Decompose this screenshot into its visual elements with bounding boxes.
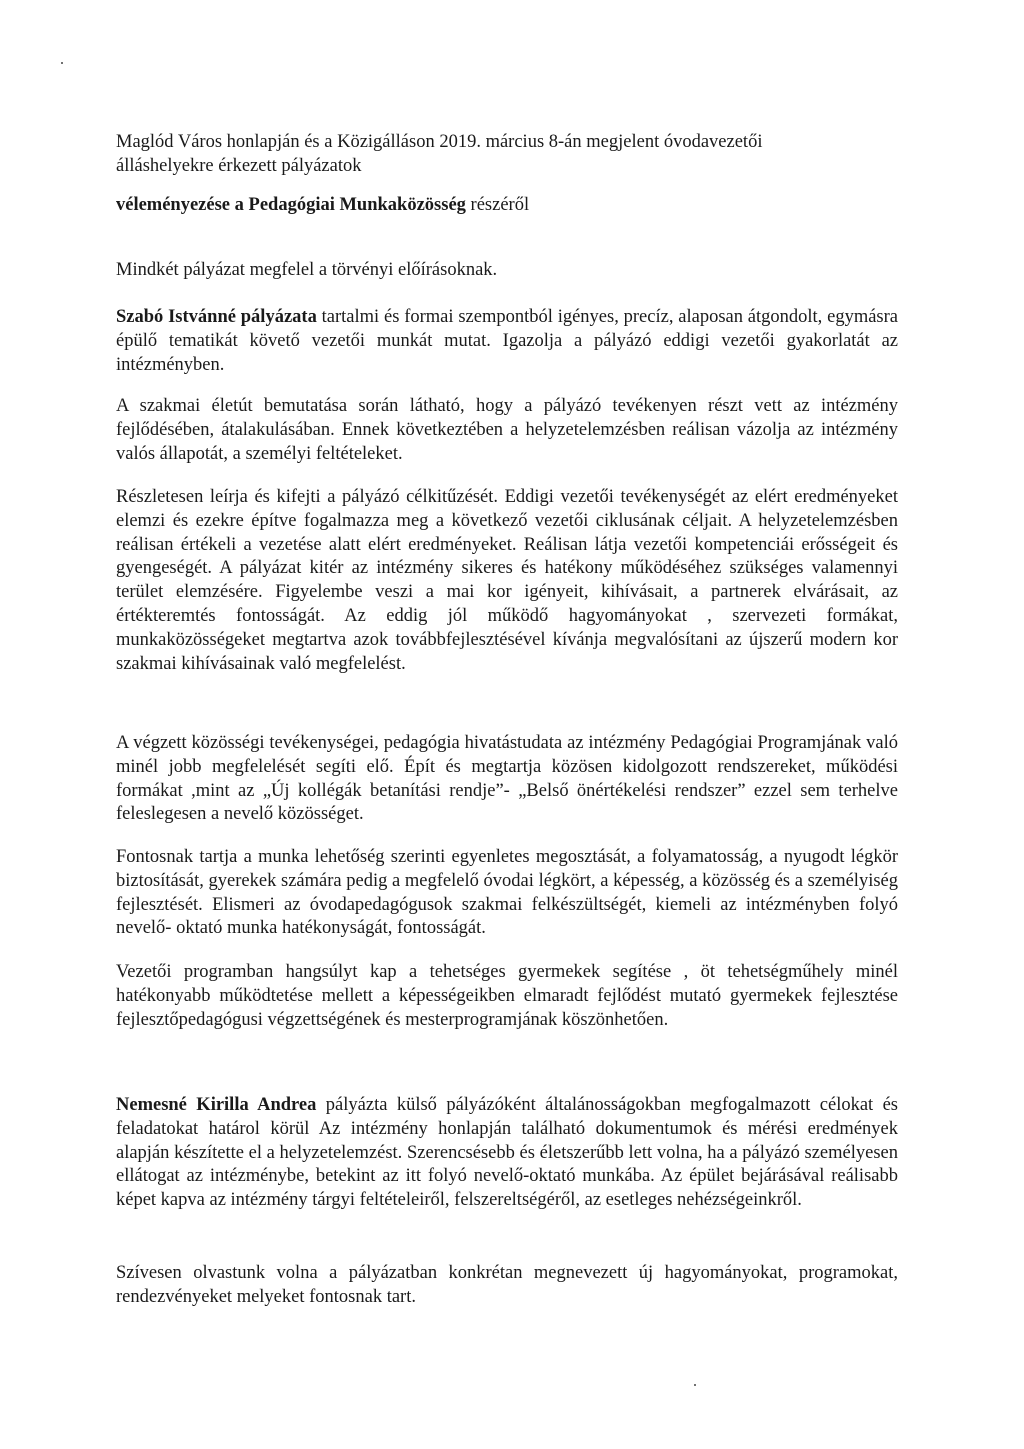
candidate-name-szabo: Szabó Istvánné pályázata xyxy=(116,307,317,327)
document-subtitle xyxy=(116,194,898,218)
subtitle-bold: véleményezése a Pedagógiai Munkaközösség xyxy=(116,195,466,215)
paragraph-talent: Vezetői programban hangsúlyt kap a tehetséges gyermekek segítése , öt tehetségműhely minél hatékonyabb működtetése mellett a képességeikben elmaradt fejlődést mutató gyermekek fejlesztése fejlesztőpedagógusi végzettségének és mesterprogramjának köszönhetően. xyxy=(116,962,898,1030)
paragraph-workload: Fontosnak tartja a munka lehetőség szerinti egyenletes megosztását, a folyamatosság, a nyugodt légkör biztosítását, gyerekek számára pedig a megfelelő óvodai légkört, a képesség, a közösség és a személyiség fejlesztését. Elismeri az óvodapedagógusok szakmai felkészültségét, kiemeli az intézményben folyó nevelő- oktató munka hatékonyságát, fontosságát. xyxy=(116,847,898,939)
header-line-1: Maglód Város honlapján és a Közigálláson 2019. március 8-án megjelent óvodavezetői xyxy=(116,132,763,152)
scan-speck-top xyxy=(61,62,63,64)
scan-speck-bottom xyxy=(694,1384,696,1386)
paragraph-szabo-intro xyxy=(116,306,898,377)
paragraph-nemesne-text: pályázta külső pályázóként általánosságokban megfogalmazott célokat és feladatokat határol körül Az intézmény honlapján található dokumentumok és mérési eredmények alapján készítette el a helyzetelemzést. Szerencsésebb és életszerűbb lett volna, ha a pályázó személyesen ellátogat az intézménybe, betekint az itt folyó nevelő-oktató munkába. Az épület bejárásával reálisabb képet kapva az intézmény tárgyi feltételeiről, felszereltségéről, az esetleges nehézségeinkről. xyxy=(116,1095,899,1211)
paragraph-goals: Részletesen leírja és kifejti a pályázó célkitűzését. Eddigi vezetői tevékenységét az elért eredményeket elemzi és ezekre építve fogalmazza meg a következő vezetői ciklusának céljait. A helyzetelemzésben reálisan értékeli a vezetése alatt elért eredményeket. Reálisan látja vezetői kompetenciái erősségeit és gyengeségét. A pályázat kitér az intézmény sikeres és hatékony működéséhez szükséges valamennyi terület elemzésére. Figyelembe veszi a mai kor igényeit, kihívásait, a partnerek elvárásait, az értékteremtés fontosságát. Az eddig jól működő hagyományokat , szervezeti formákat, munkaközösségeket megtartva azok továbbfejlesztésével kívánja megvalósítani az újszerű modern kor szakmai kihívásainak való megfelelést. xyxy=(116,487,898,674)
paragraph-intro: Mindkét pályázat megfelel a törvényi előírásoknak. xyxy=(116,260,498,280)
paragraph-szabo-text: tartalmi és formai szempontból igényes, precíz, alaposan átgondolt, egymásra épülő tematikát követő vezetői munkát mutat. Igazolja a pályázó eddigi vezetői gyakorlatát az intézményben. xyxy=(116,307,898,375)
paragraph-career: A szakmai életút bemutatása során látható, hogy a pályázó tevékenyen részt vett az intézmény fejlődésében, átalakulásában. Ennek következtében a helyzetelemzésben reálisan vázolja az intézmény valós állapotát, a személyi feltételeket. xyxy=(116,396,898,464)
document-header xyxy=(116,131,898,179)
header-line-2: álláshelyekre érkezett pályázatok xyxy=(116,155,362,176)
paragraph-nemesne xyxy=(116,1094,898,1213)
paragraph-closing: Szívesen olvastunk volna a pályázatban konkrétan megnevezett új hagyományokat, programokat, rendezvényeket melyeket fontosnak tart. xyxy=(116,1263,898,1307)
paragraph-community: A végzett közösségi tevékenységei, pedagógia hivatástudata az intézmény Pedagógiai Programjának való minél jobb megfelelését segíti elő. Épít és megtartja közösen kidolgozott rendszereket, működési formákat ,mint az „Új kollégák betanítási rendje”- „Belső önértékelési rendszer” ezzel sem terhelve feleslegesen a nevelő közösséget. xyxy=(116,733,898,825)
subtitle-rest: részéről xyxy=(465,195,530,215)
candidate-name-nemesne: Nemesné Kirilla Andrea xyxy=(116,1095,317,1115)
